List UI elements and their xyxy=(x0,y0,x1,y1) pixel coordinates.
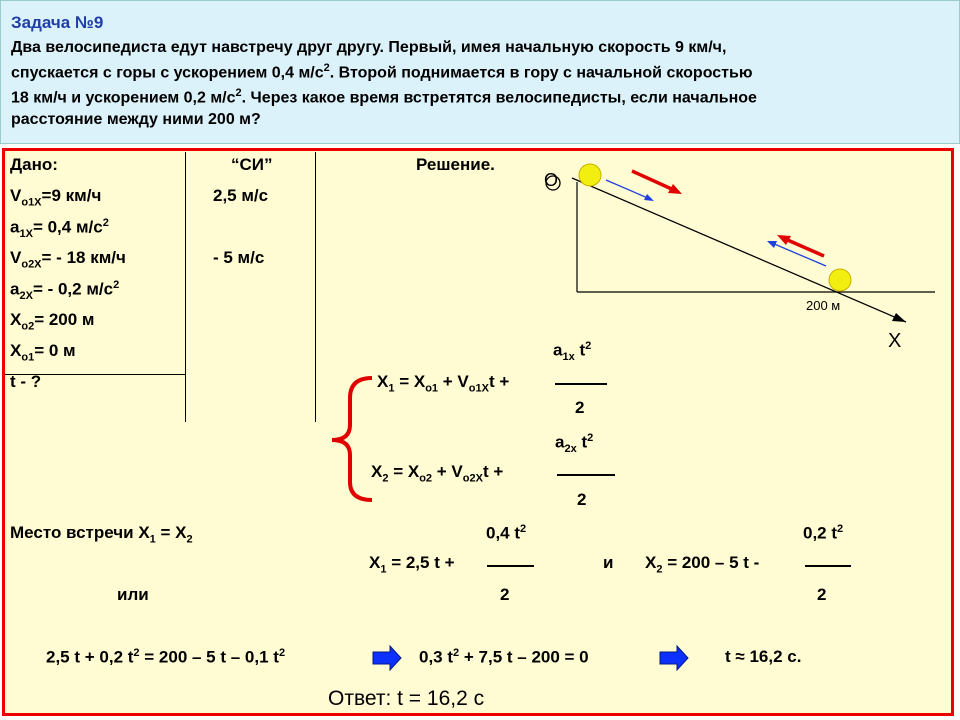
final-eq-b: 0,3 $t^2 + 7,5$ t – 200 = 0 xyxy=(419,647,589,667)
origin-label: О xyxy=(544,170,559,190)
sub-x1: $X_1 = 2,5$ t + xyxy=(369,553,455,576)
task-line-3b: . Через какое время встретятся велосипедисты, если начальное xyxy=(241,89,757,107)
sub-x2: $X_2 = 200 - 5$ t - xyxy=(645,553,760,576)
eq2-fraction-bar xyxy=(557,474,615,476)
eq2-denominator: 2 xyxy=(577,490,587,509)
si-v01: 2,5 м/с xyxy=(213,186,269,205)
implies-arrow-1 xyxy=(373,646,401,670)
slope-line xyxy=(572,178,906,322)
meet-condition: Место встречи $X_1 = X_2$ xyxy=(10,523,193,546)
final-eq-c: t ≈ 16,2 с. xyxy=(725,647,802,666)
sub-fraction-bar-1 xyxy=(487,565,534,567)
eq1-left: $X_1 = X_{o1} + V_{o1X}t$ + xyxy=(377,372,510,395)
cyclist-2-ball xyxy=(829,269,851,291)
sub-fraction-bar-2 xyxy=(805,565,851,567)
sub-den2: 2 xyxy=(817,585,827,604)
sub-num1: 0,4 $t^2$ xyxy=(486,523,527,543)
answer: Ответ: t = 16,2 с xyxy=(328,687,485,710)
and-word: и xyxy=(603,553,614,572)
eq2-left: $X_2 = X_{o2} + V_{o2X}t$ + xyxy=(371,462,504,485)
task-line-2b: . Второй поднимается в гору с начальной скоростью xyxy=(329,64,753,82)
eq1-denominator: 2 xyxy=(575,398,585,417)
sub-num2: 0,2 $t^2$ xyxy=(803,523,844,543)
task-sup: 2 xyxy=(323,62,330,74)
given-a2: $a_{2X}= - 0,2$ $м/с^2$ xyxy=(10,279,120,303)
eq1-numerator: $a_{1x}$ $t^2$ xyxy=(553,340,592,364)
accel-2-arrow xyxy=(783,238,824,256)
eq2-numerator: $a_{2x}$ $t^2$ xyxy=(555,432,594,456)
task-sup: 2 xyxy=(235,87,242,100)
system-brace xyxy=(332,378,372,500)
task-line-3: 18 км/ч и ускорением 0,2 м/с xyxy=(11,89,236,107)
final-eq-a: 2,5 t + 0,2 $t^2 = 200 - 5$ t – 0,1 $t^2$ xyxy=(46,647,286,667)
given-v02: $V_{o2X}= - 18$ км/ч xyxy=(10,248,126,271)
implies-arrow-2 xyxy=(660,646,688,670)
task-line-4: расстояние между ними 200 м? xyxy=(11,110,261,128)
distance-label: 200 м xyxy=(806,298,841,313)
si-header: “СИ” xyxy=(231,155,273,174)
task-line-2: спускается с горы с ускорением 0,4 м/с xyxy=(11,64,324,82)
eq1-fraction-bar xyxy=(555,383,607,385)
given-v01: $V_{o1X}=9$ км/ч xyxy=(10,186,102,209)
si-v02: - 5 м/с xyxy=(213,248,265,267)
given-x02: $X_{o2}= 200$ м xyxy=(10,310,95,333)
x-axis-arrowhead xyxy=(892,313,906,322)
solution-header: Решение. xyxy=(416,155,495,174)
cyclist-1-ball xyxy=(579,164,601,186)
given-x01: $X_{o1}= 0$ м xyxy=(10,341,76,364)
given-header: Дано: xyxy=(10,155,58,174)
given-find: t - ? xyxy=(10,372,42,391)
velocity-2-arrowhead xyxy=(767,241,777,248)
accel-1-arrow xyxy=(632,171,676,191)
task-line-1: Два велосипедиста едут навстречу друг другу. Первый, имея начальную скорость 9 км/ч, xyxy=(11,39,727,56)
given-a1: $a_{1X}= 0,4$ $м/с^2$ xyxy=(10,217,109,241)
task-title: Задача №9 xyxy=(11,13,104,32)
axis-x-label: X xyxy=(888,330,902,352)
sub-den1: 2 xyxy=(500,585,510,604)
velocity-1-arrowhead xyxy=(644,194,654,201)
or-word: или xyxy=(117,585,149,604)
